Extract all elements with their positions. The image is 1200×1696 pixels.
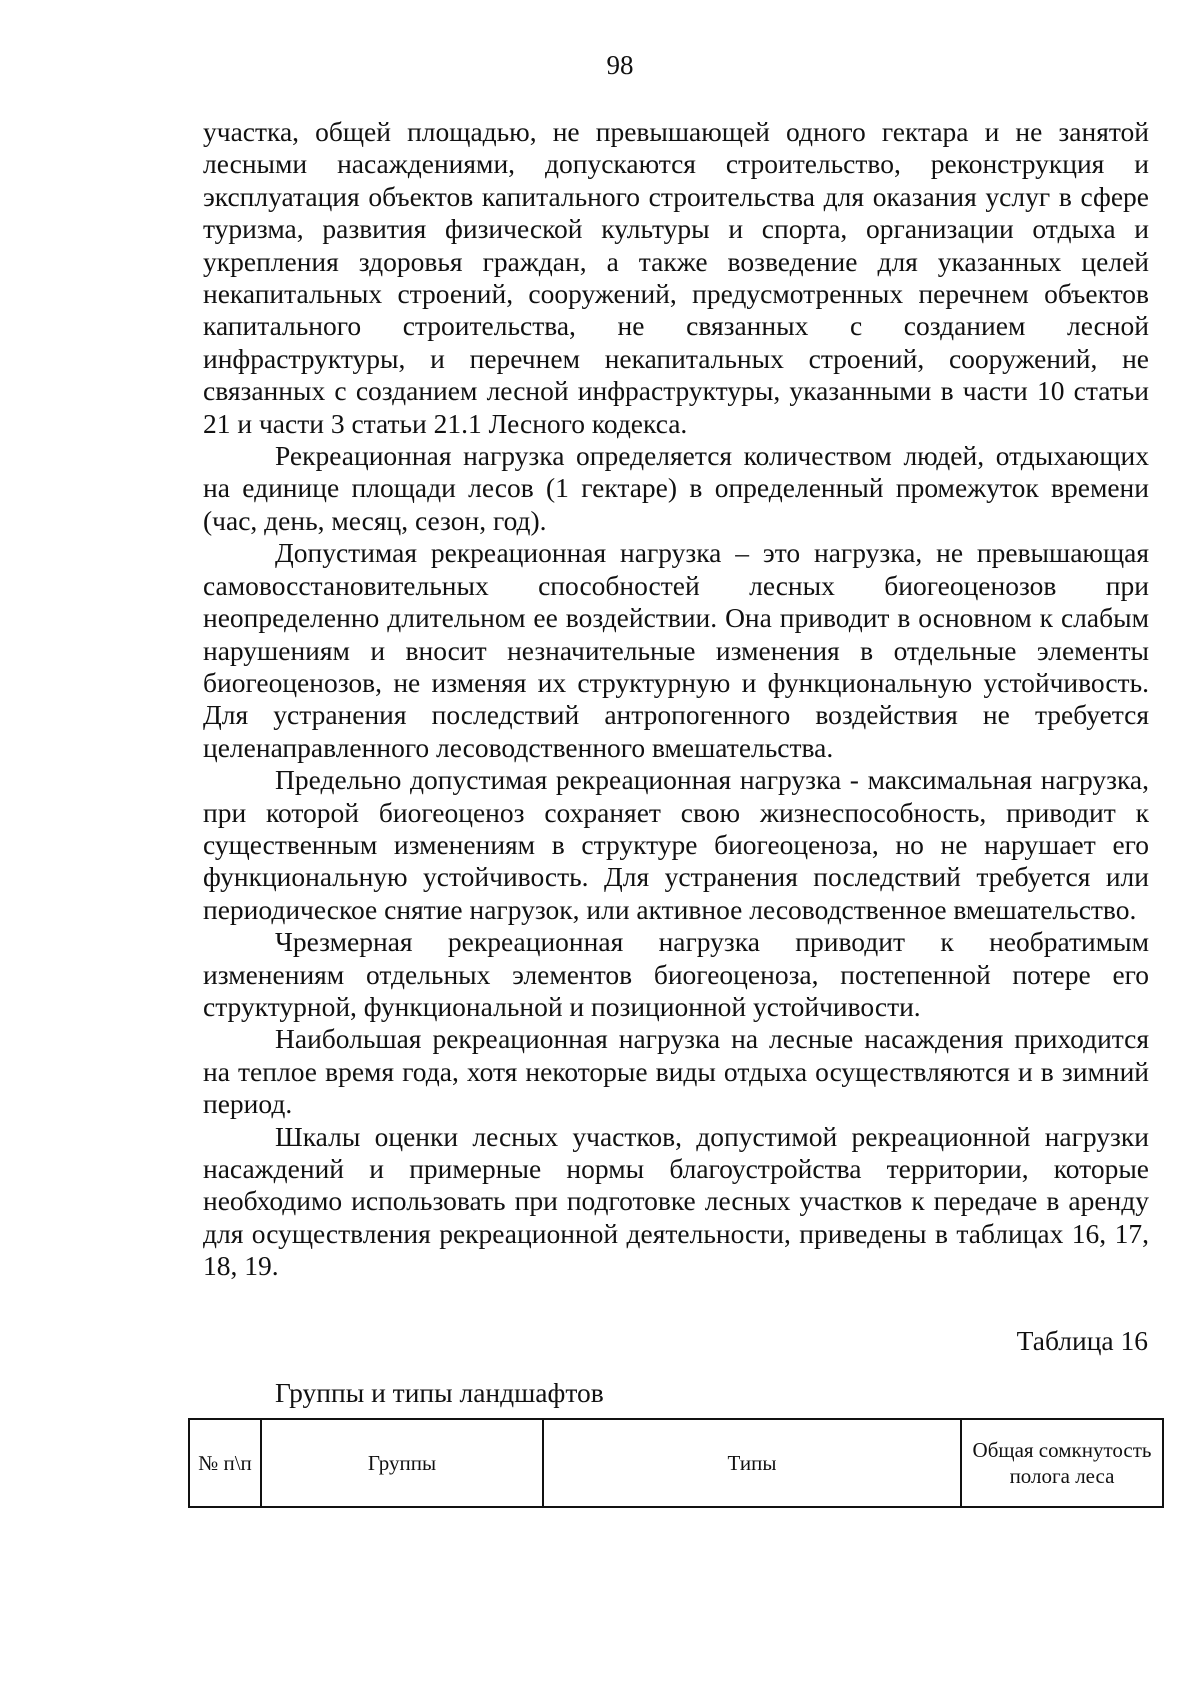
paragraph-seasonal-load: Наибольшая рекреационная нагрузка на лесные насаждения приходится на теплое время года, хотя некоторые виды отдыха осуществляются и в зимний период.	[203, 1023, 1149, 1120]
table-label: Таблица 16	[1016, 1325, 1148, 1356]
paragraph-assessment-scales: Шкалы оценки лесных участков, допустимой рекреационной нагрузки насаждений и примерные нормы благоустройства территории, которые необходимо использовать при подготовке лесных участков к передаче в аренду для осуществления рекреационной деятельности, приведены в таблицах 16, 17, 18, 19.	[203, 1120, 1149, 1282]
header-number: № п\п	[189, 1419, 261, 1507]
header-canopy-density: Общая сомкнутость полога леса	[961, 1419, 1163, 1507]
table-title: Группы и типы ландшафтов	[275, 1377, 604, 1408]
header-types: Типы	[543, 1419, 961, 1507]
paragraph-maximum-permissible-load: Предельно допустимая рекреационная нагрузка - максимальная нагрузка, при которой биогеоценоз сохраняет свою жизнеспособность, приводит к существенным изменениям в структуре биогеоценоза, но не нарушает его функциональную устойчивость. Для устранения последствий требуется или периодическое снятие нагрузок, или активное лесоводственное вмешательство.	[203, 764, 1149, 925]
paragraph-recreational-load-definition: Рекреационная нагрузка определяется количеством людей, отдыхающих на единице площади лесов (1 гектаре) в определенный промежуток времени (час, день, месяц, сезон, год).	[203, 440, 1149, 536]
landscape-table	[188, 1418, 1164, 1508]
document-body	[203, 116, 1149, 1283]
landscape-table-wrapper	[188, 1418, 1162, 1508]
page-number: 98	[606, 50, 634, 80]
header-groups: Группы	[261, 1419, 543, 1507]
paragraph-continuation: участка, общей площадью, не превышающей одного гектара и не занятой лесными насаждениями, допускаются строительство, реконструкция и эксплуатация объектов капитального строительства для оказания услуг в сфере туризма, развития физической культуры и спорта, организации отдыха и укрепления здоровья граждан, а также возведение для указанных целей некапитальных строений, сооружений, предусмотренных перечнем объектов капитального строительства, не связанных с созданием лесной инфраструктуры, и перечнем некапитальных строений, сооружений, не связанных с созданием лесной инфраструктуры, указанными в части 10 статьи 21 и части 3 статьи 21.1 Лесного кодекса.	[203, 116, 1149, 439]
paragraph-permissible-load: Допустимая рекреационная нагрузка – это нагрузка, не превышающая самовосстановительных способностей лесных биогеоценозов при неопределенно длительном ее воздействии. Она приводит в основном к слабым нарушениям и вносит незначительные изменения в отдельные элементы биогеоценозов, не изменяя их структурную и функциональную устойчивость. Для устранения последствий антропогенного воздействия не требуется целенаправленного лесоводственного вмешательства.	[203, 537, 1149, 763]
paragraph-excessive-load: Чрезмерная рекреационная нагрузка приводит к необратимым изменениям отдельных элементов биогеоценоза, постепенной потере его структурной, функциональной и позиционной устойчивости.	[203, 926, 1149, 1022]
table-header-row	[189, 1419, 1163, 1507]
